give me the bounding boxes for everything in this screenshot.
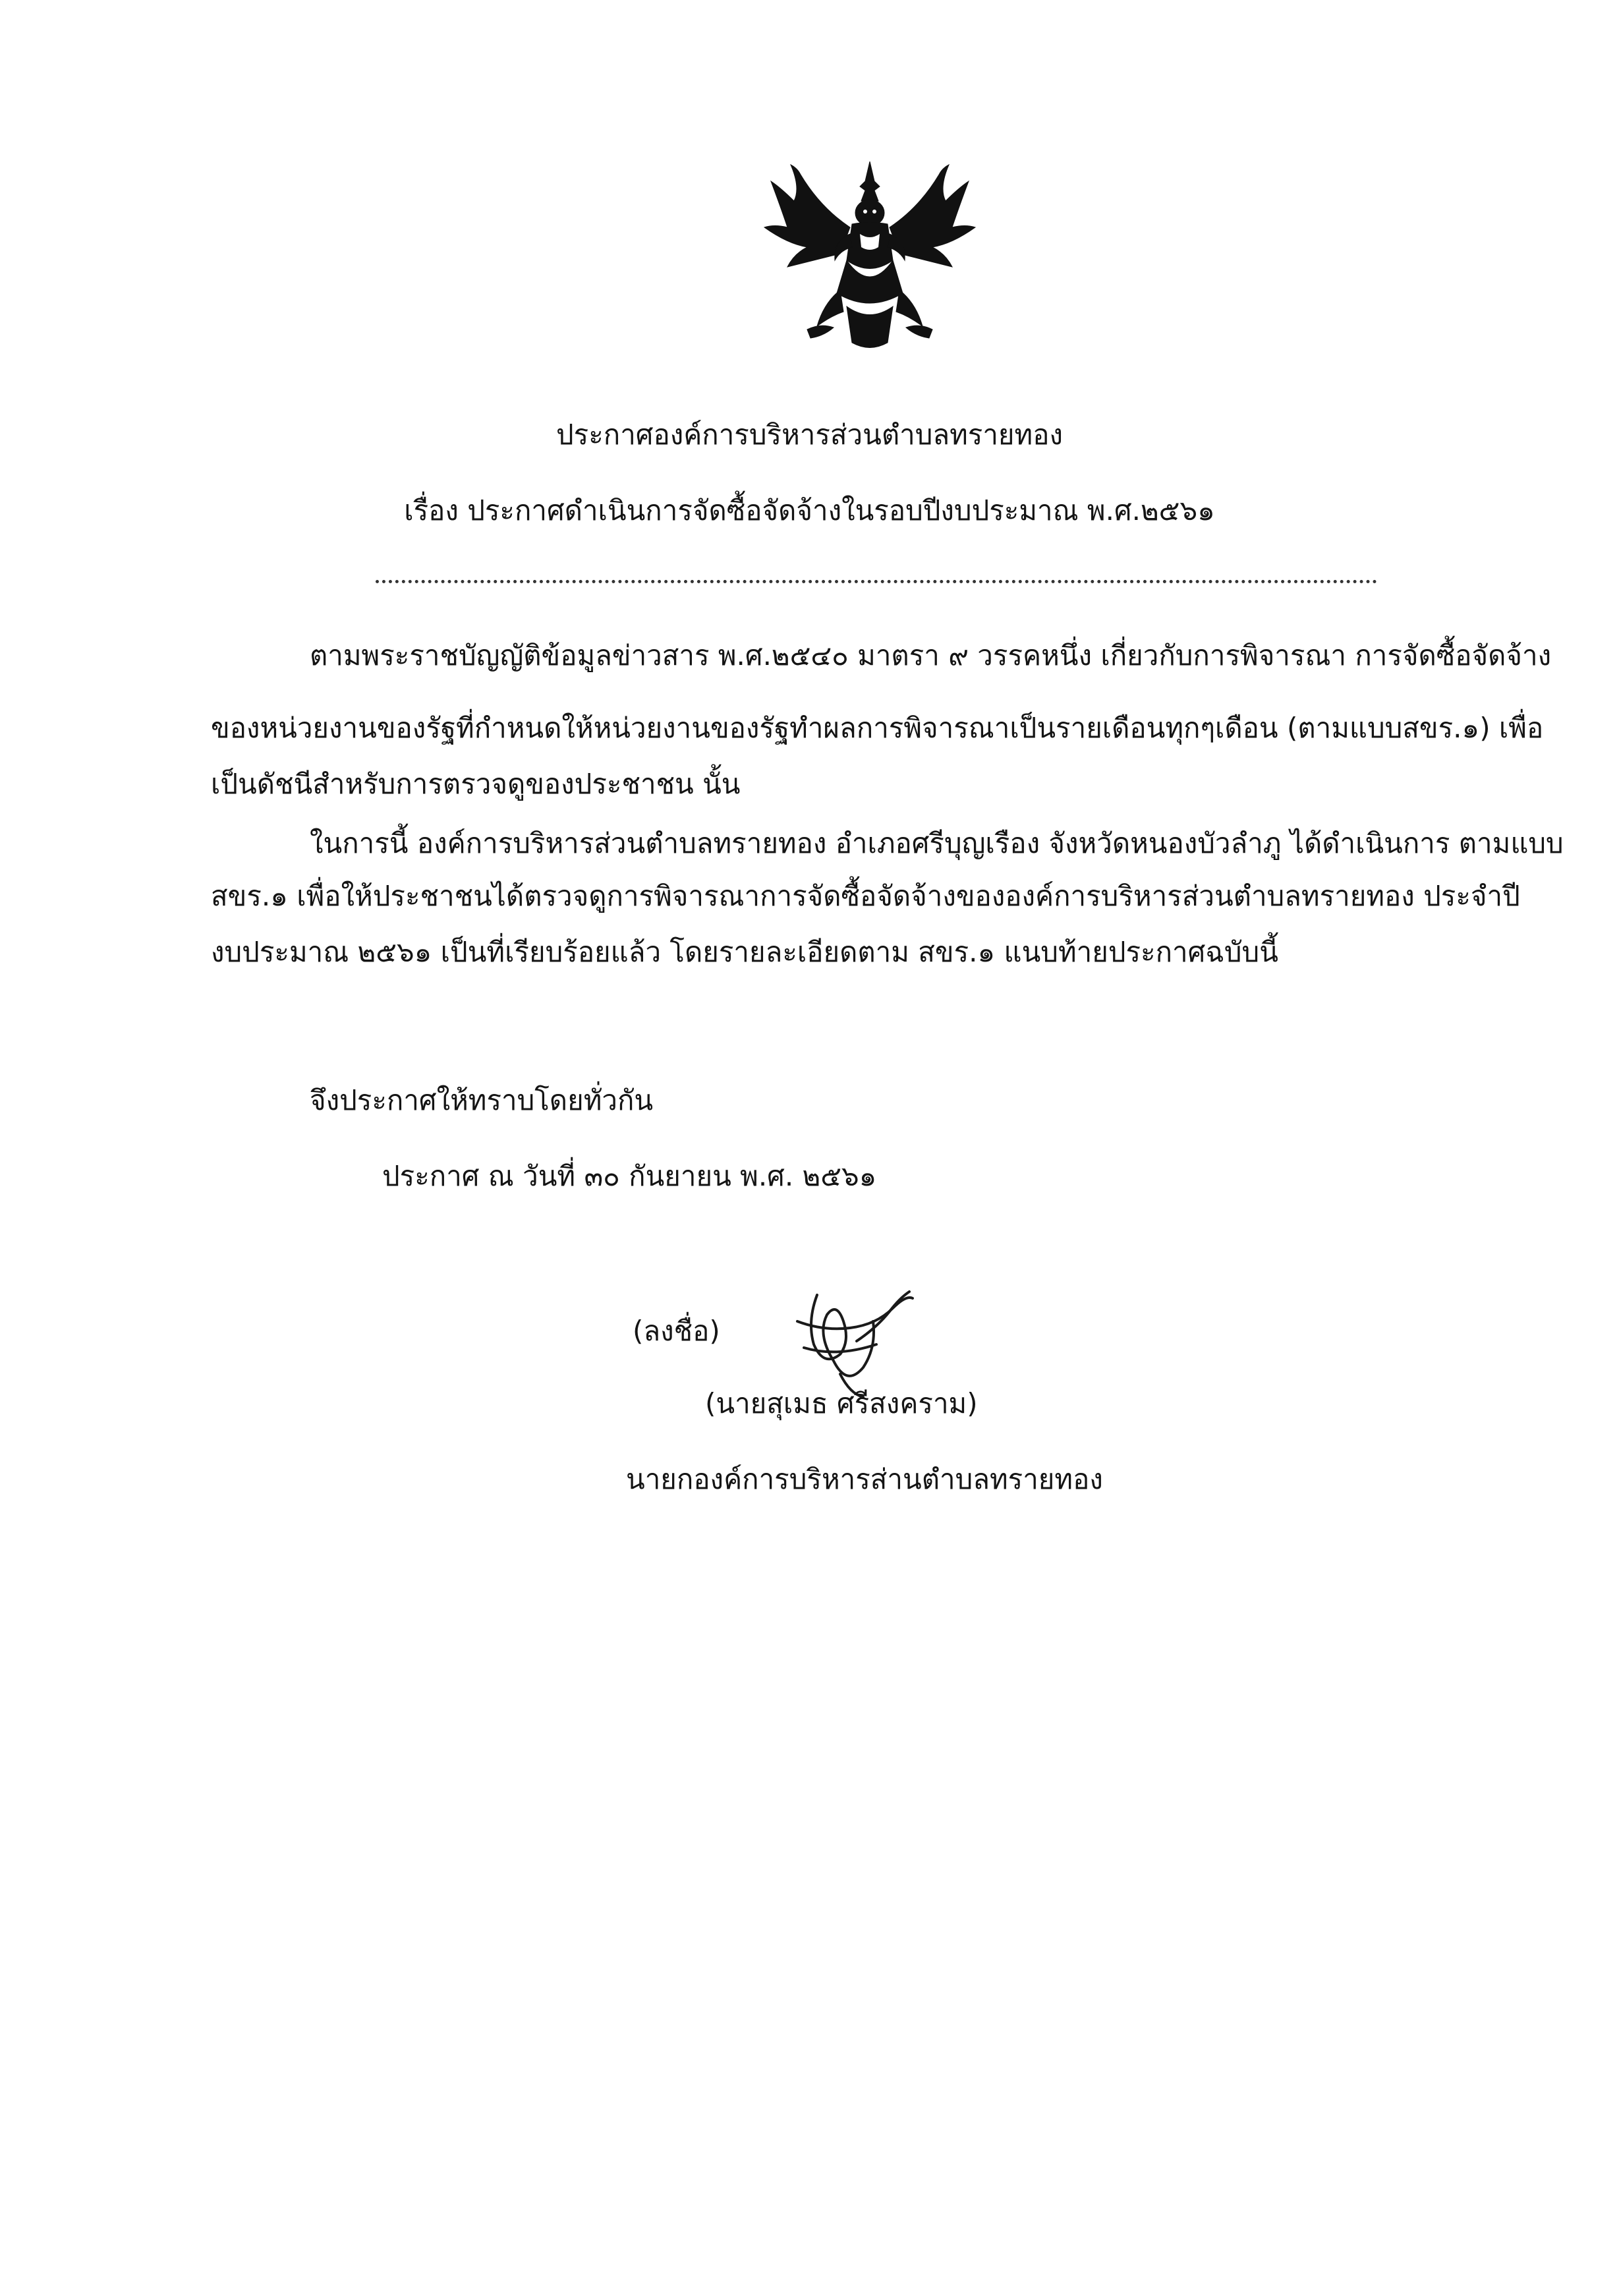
garuda-emblem-icon <box>761 161 979 353</box>
signer-name: (นายสุเมธ ศรีสงคราม) <box>705 1387 978 1420</box>
closing-statement: จึงประกาศให้ทราบโดยทั่วกัน <box>310 1084 654 1116</box>
announcement-date: ประกาศ ณ วันที่ ๓๐ กันยายน พ.ศ. ๒๕๖๑ <box>382 1160 877 1192</box>
paragraph-2-line-2: สขร.๑ เพื่อให้ประชาชนได้ตรวจดูการพิจารณาการจัดซื้อจัดจ้างขององค์การบริหารส่วนตำบลทรายทอง ประจำปี <box>211 880 1520 912</box>
dotted-divider <box>376 580 1377 583</box>
announcement-subject: เรื่อง ประกาศดำเนินการจัดซื้อจัดจ้างในรอบปีงบประมาณ พ.ศ.๒๕๖๑ <box>404 494 1215 527</box>
paragraph-1-line-2: ของหน่วยงานของรัฐที่กำหนดให้หน่วยงานของรัฐทำผลการพิจารณาเป็นรายเดือนทุกๆเดือน (ตามแบบสขร.๑) เพื่อ <box>211 712 1544 744</box>
paragraph-2-line-1: ในการนี้ องค์การบริหารส่วนตำบลทรายทอง อำเภอศรีบุญเรือง จังหวัดหนองบัวลำภู ได้ดำเนินการ ตามแบบ <box>310 827 1564 859</box>
announcement-title: ประกาศองค์การบริหารส่วนตำบลทรายทอง <box>556 418 1063 451</box>
paragraph-1-line-1: ตามพระราชบัญญัติข้อมูลข่าวสาร พ.ศ.๒๕๔๐ มาตรา ๙ วรรคหนึ่ง เกี่ยวกับการพิจารณา การจัดซื้อจัดจ้าง <box>310 639 1552 672</box>
paragraph-2-line-3: งบประมาณ ๒๕๖๑ เป็นที่เรียบร้อยแล้ว โดยรายละเอียดตาม สขร.๑ แนบท้ายประกาศฉบับนี้ <box>211 936 1278 968</box>
paragraph-1-line-3: เป็นดัชนีสำหรับการตรวจดูของประชาชน นั้น <box>211 768 741 800</box>
signer-position: นายกองค์การบริหารส่านตำบลทรายทอง <box>626 1463 1103 1495</box>
signature-prefix: (ลงชื่อ) <box>633 1315 720 1347</box>
